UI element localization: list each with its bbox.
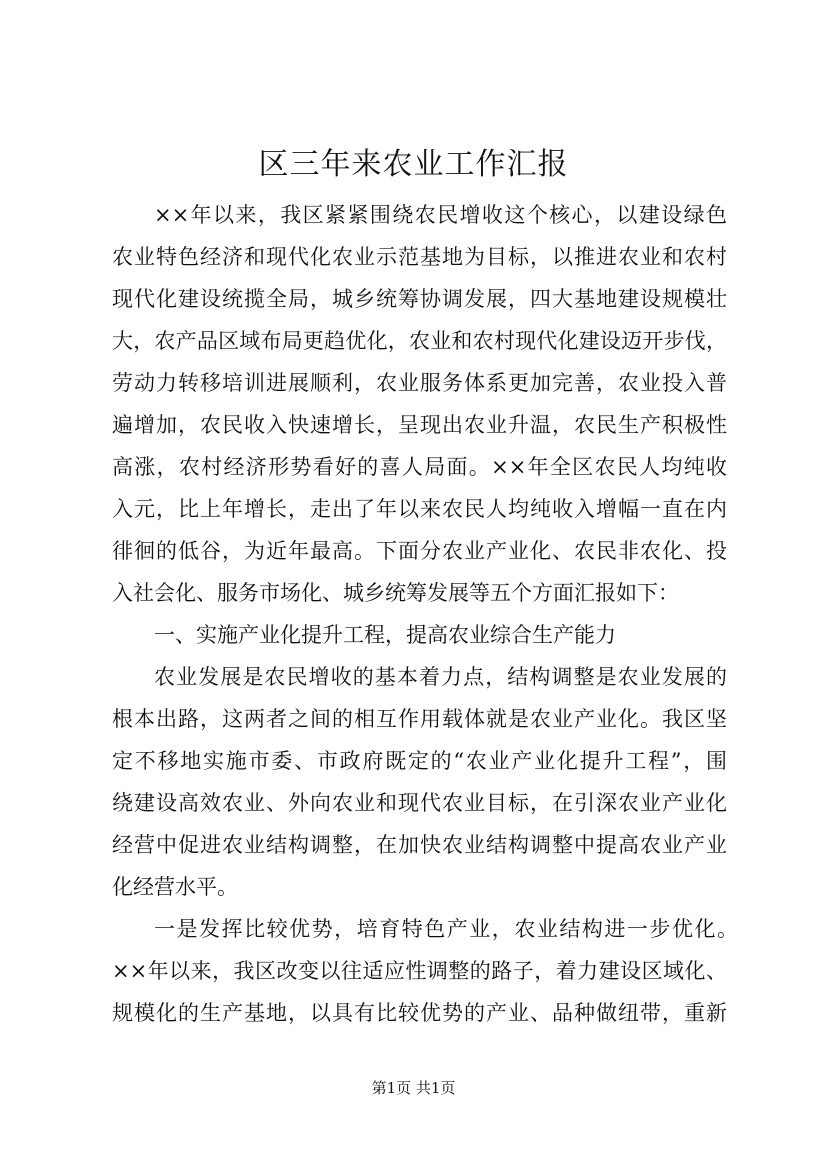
paragraph-line: 大，农产品区域布局更趋优化，农业和农村现代化建设迈开步伐， — [112, 329, 727, 353]
paragraph-line: 高涨，农村经济形势看好的喜人局面。××年全区农民人均纯收 — [112, 455, 727, 479]
paragraph-line: 入社会化、服务市场化、城乡统筹发展等五个方面汇报如下： — [112, 581, 679, 605]
paragraph-line: 农业发展是农民增收的基本着力点，结构调整是农业发展的 — [154, 665, 727, 689]
paragraph-line: 农业特色经济和现代化农业示范基地为目标，以推进农业和农村 — [112, 245, 727, 269]
paragraph-line: 根本出路，这两者之间的相互作用载体就是农业产业化。我区坚 — [112, 707, 727, 731]
paragraph-line: 入元，比上年增长，走出了年以来农民人均纯收入增幅一直在内 — [112, 497, 727, 521]
paragraph-line: 定不移地实施市委、市政府既定的“农业产业化提升工程”，围 — [112, 749, 727, 773]
paragraph-line: 遍增加，农民收入快速增长，呈现出农业升温，农民生产积极性 — [112, 413, 727, 437]
document-title: 区三年来农业工作汇报 — [258, 147, 569, 182]
page-number-footer: 第1页 共1页 — [371, 1079, 456, 1097]
paragraph-line: 现代化建设统揽全局，城乡统筹协调发展，四大基地建设规模壮 — [112, 287, 727, 311]
paragraph-line: 经营中促进农业结构调整，在加快农业结构调整中提高农业产业 — [112, 833, 727, 857]
paragraph-line: 绕建设高效农业、外向农业和现代农业目标，在引深农业产业化 — [112, 791, 727, 815]
paragraph-line: 劳动力转移培训进展顺利，农业服务体系更加完善，农业投入普 — [112, 371, 727, 395]
paragraph-line: ××年以来，我区紧紧围绕农民增收这个核心，以建设绿色 — [154, 203, 727, 227]
section-heading: 一、实施产业化提升工程，提高农业综合生产能力 — [154, 623, 616, 647]
paragraph-line: 化经营水平。 — [112, 875, 238, 899]
paragraph-line: 徘徊的低谷，为近年最高。下面分农业产业化、农民非农化、投 — [112, 539, 727, 563]
paragraph-line: 规模化的生产基地，以具有比较优势的产业、品种做纽带，重新 — [112, 1001, 727, 1025]
paragraph-line: 一是发挥比较优势，培育特色产业，农业结构进一步优化。 — [154, 917, 738, 941]
paragraph-line: ××年以来，我区改变以往适应性调整的路子，着力建设区域化、 — [112, 959, 727, 983]
